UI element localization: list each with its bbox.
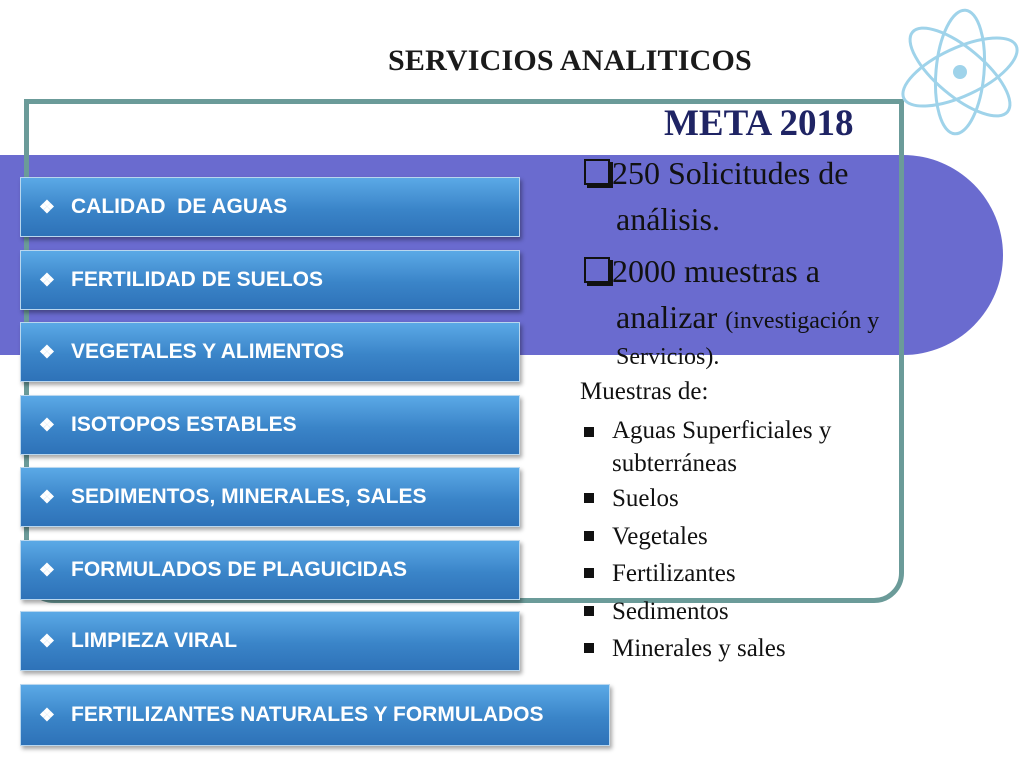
square-checkbox-icon [582, 255, 612, 285]
list-item: Sedimentos [580, 593, 831, 631]
diamond-bullet-icon: ❖ [38, 486, 56, 507]
service-button-fertilizantes[interactable] [20, 684, 610, 746]
service-button-vegetales-alimentos[interactable] [20, 322, 520, 382]
list-item: Aguas Superficiales y subterráneas [580, 414, 831, 480]
meta-title: META 2018 [664, 103, 854, 144]
goal-item [582, 248, 1002, 370]
goal-line: analizar [616, 299, 718, 335]
service-button-isotopos[interactable] [20, 395, 520, 455]
goal-line: 250 Solicitudes de [612, 155, 849, 191]
diamond-bullet-icon: ❖ [38, 341, 56, 362]
service-label: FERTILIZANTES NATURALES Y FORMULADOS [71, 703, 544, 726]
list-item: Suelos [580, 480, 831, 518]
service-label: CALIDAD DE AGUAS [71, 195, 288, 218]
diamond-bullet-icon: ❖ [38, 414, 56, 435]
list-item: Vegetales [580, 518, 831, 556]
goal-item [582, 150, 1002, 242]
service-label: SEDIMENTOS, MINERALES, SALES [71, 485, 427, 508]
service-label: LIMPIEZA VIRAL [71, 629, 238, 652]
muestras-label: Muestras de: [580, 378, 709, 405]
service-label: FORMULADOS DE PLAGUICIDAS [71, 558, 407, 581]
atom-icon [888, 0, 1024, 168]
diamond-bullet-icon: ❖ [38, 559, 56, 580]
list-item: Fertilizantes [580, 555, 831, 593]
service-button-limpieza-viral[interactable] [20, 611, 520, 671]
goal-line: 2000 muestras a [612, 253, 820, 289]
square-checkbox-icon [582, 157, 612, 187]
service-button-calidad-aguas[interactable] [20, 177, 520, 237]
goal-line-wrap [582, 294, 1002, 344]
service-button-fertilidad-suelos[interactable] [20, 250, 520, 310]
muestras-list [580, 414, 831, 668]
service-button-sedimentos[interactable] [20, 467, 520, 527]
service-label: VEGETALES Y ALIMENTOS [71, 340, 345, 363]
diamond-bullet-icon: ❖ [38, 269, 56, 290]
page-title: SERVICIOS ANALITICOS [388, 44, 752, 77]
service-button-plaguicidas[interactable] [20, 540, 520, 600]
diamond-bullet-icon: ❖ [38, 704, 56, 725]
goal-note: (investigación y [725, 308, 880, 334]
goal-line: análisis. [616, 201, 720, 237]
goal-note: Servicios). [616, 344, 720, 370]
diamond-bullet-icon: ❖ [38, 630, 56, 651]
list-item: Minerales y sales [580, 630, 831, 668]
service-label: ISOTOPOS ESTABLES [71, 413, 297, 436]
diamond-bullet-icon: ❖ [38, 196, 56, 217]
service-label: FERTILIDAD DE SUELOS [71, 268, 324, 291]
